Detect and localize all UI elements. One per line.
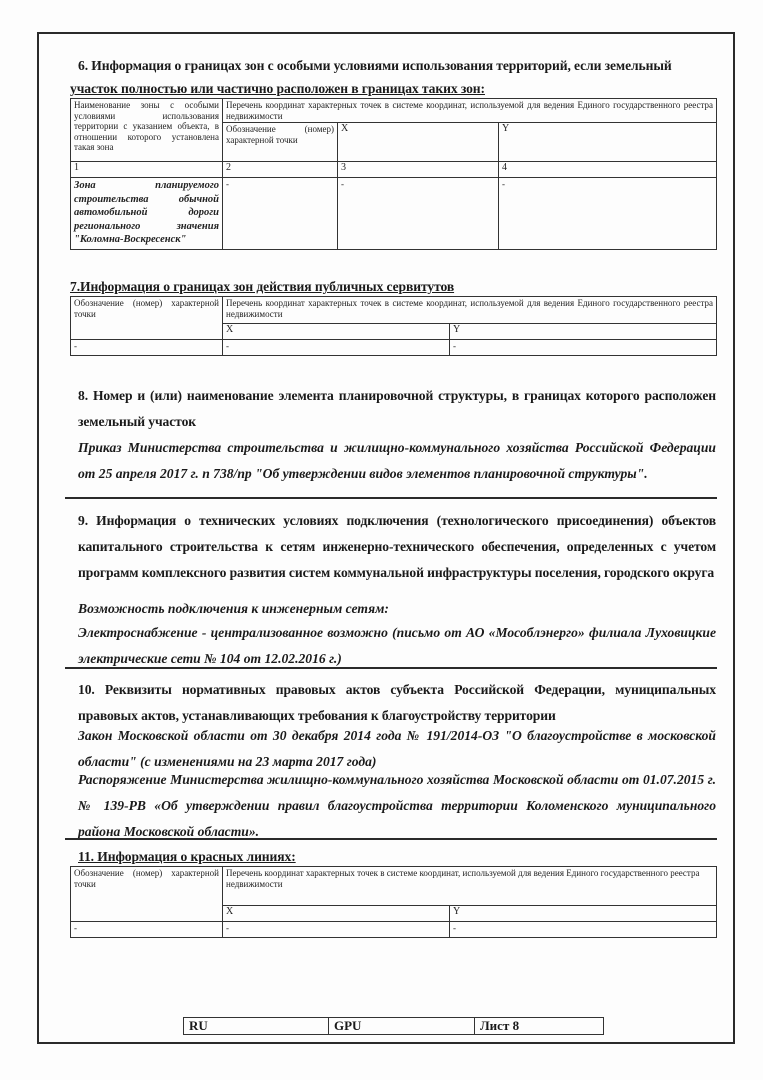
section11-heading: 11. Информация о красных линиях: — [78, 849, 296, 864]
point-cell: - — [223, 178, 338, 250]
y-cell: - — [450, 922, 717, 938]
table-row — [71, 922, 717, 938]
footer-stamp — [183, 1017, 604, 1035]
point-header: Обозначение (номер) характерной точки — [71, 867, 223, 922]
section7-heading: 7.Информация о границах зон действия публичных сервитутов — [70, 279, 455, 294]
section7-table — [70, 296, 717, 356]
x-cell: - — [223, 340, 450, 356]
coords-header: Перечень координат характерных точек в системе координат, используемой для ведения Единого государственного реестра недвижимости — [223, 99, 717, 123]
divider — [65, 838, 717, 840]
x-header: X — [223, 906, 450, 922]
coords-header: Перечень координат характерных точек в системе координат, используемой для ведения Единого государственного реестра недвижимости — [223, 297, 717, 324]
x-header: X — [223, 324, 450, 340]
coords-header-line1: Перечень координат характерных точек в системе координат, используемой для ведения Единого государственного реестра — [226, 868, 700, 878]
point-header: Обозначение (номер) характерной точки — [223, 123, 338, 162]
section9-body: Электроснабжение - централизованное возможно (письмо от АО «Мособлэнерго» филиала Луховицкие электрические сети № 104 от 12.02.2016 г.) — [78, 625, 716, 666]
zone-name-cell: Зона планируемого строительства обычной автомобильной дороги регионального значения "Коломна-Воскресенск" — [71, 178, 223, 250]
divider — [65, 497, 717, 499]
section6-heading-line1: 6. Информация о границах зон с особыми условиями использования территорий, если земельный — [78, 58, 672, 73]
section11-table — [70, 866, 717, 938]
y-header: Y — [499, 123, 717, 162]
y-header: Y — [450, 324, 717, 340]
y-header: Y — [450, 906, 717, 922]
section8-heading: 8. Номер и (или) наименование элемента планировочной структуры, в границах которого расположен земельный участок — [78, 388, 716, 429]
x-header: X — [338, 123, 499, 162]
section8-body: Приказ Министерства строительства и жилищно-коммунального хозяйства Российской Федерации от 25 апреля 2017 г. п 738/пр "Об утверждении видов элементов планировочной структуры". — [78, 440, 716, 481]
point-cell: - — [71, 340, 223, 356]
section10-body1: Закон Московской области от 30 декабря 2014 года № 191/2014-ОЗ "О благоустройстве в московской области" (с изменениями на 23 марта 2017 года) — [78, 728, 716, 769]
x-cell: - — [338, 178, 499, 250]
coords-header — [223, 867, 717, 906]
divider — [65, 667, 717, 669]
footer-sheet-number: Лист 8 — [475, 1018, 604, 1035]
point-header: Обозначение (номер) характерной точки — [71, 297, 223, 340]
col-number-2: 2 — [223, 162, 338, 178]
point-cell: - — [71, 922, 223, 938]
section6-table — [70, 98, 717, 250]
coords-header-line2: недвижимости — [226, 878, 283, 889]
section10-body2: Распоряжение Министерства жилищно-коммунального хозяйства Московской области от 01.07.2015 г. № 139-РВ «Об утверждении правил благоустройства территории Коломенского муниципального района Московской области». — [78, 772, 716, 839]
section9-subheading: Возможность подключения к инженерным сетям: — [78, 601, 389, 616]
col-number-4: 4 — [499, 162, 717, 178]
table-row — [71, 178, 717, 250]
y-cell: - — [499, 178, 717, 250]
section9-heading: 9. Информация о технических условиях подключения (технологического присоединения) объектов капитального строительства к сетям инженерно-технического обеспечения, определенных с учетом программ комплексного развития систем коммунальной инфраструктуры поселения, городского округа — [78, 513, 716, 580]
y-cell: - — [450, 340, 717, 356]
col-number-1: 1 — [71, 162, 223, 178]
footer-doc-type: GPU — [329, 1018, 475, 1035]
col-number-3: 3 — [338, 162, 499, 178]
zone-name-header: Наименование зоны с особыми условиями использования территории с указанием объекта, в отношении которого установлена такая зона — [71, 99, 223, 162]
footer-country: RU — [184, 1018, 329, 1035]
section6-heading-line2: участок полностью или частично расположен в границах таких зон: — [70, 81, 485, 96]
section10-heading: 10. Реквизиты нормативных правовых актов субъекта Российской Федерации, муниципальных правовых актов, устанавливающих требования к благоустройству территории — [78, 682, 716, 723]
x-cell: - — [223, 922, 450, 938]
table-row — [71, 340, 717, 356]
